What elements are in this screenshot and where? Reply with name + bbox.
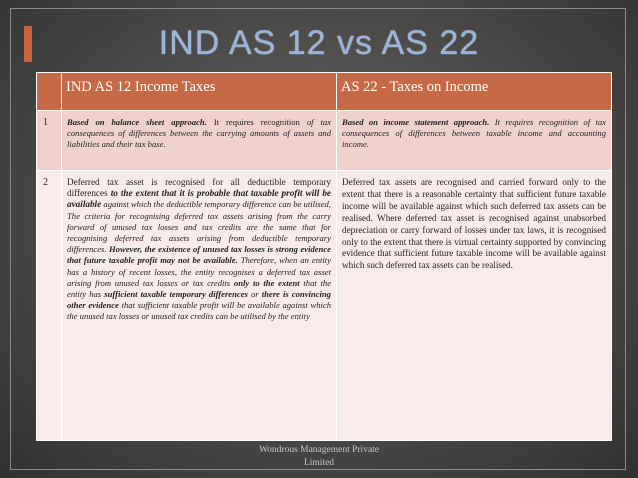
row-number: 1 [37,111,62,171]
as-22-cell: Deferred tax assets are recognised and carried forward only to the extent that there is a reasonable certainty that sufficient future taxable income will be available against which such deferred tax assets can be realised. Where deferred tax asset is recognised against unabsorbed depreciation or carry forward of losses under tax laws, it is recognised only to the extent that there is virtual certainty supported by convincing evidence that sufficient future taxable income will be available against which such deferred tax assets can be realised. [337,171,612,441]
header-number-cell [37,73,62,111]
table-header-row [37,73,612,111]
italic-text: that the entity has [67,277,332,300]
plain-text: It requires recognition [206,117,307,127]
italic-text: of tax consequences of differences between the carrying amounts of assets and liabilities and their tax base. [67,117,331,150]
italic-text: Therefore, when an entity has a history of recent losses, the entity recognises a deferred tax asset arising from unused tax losses or tax credits [67,255,331,288]
table-row [37,111,612,171]
italic-text: that sufficient taxable profit will be available against which the unused tax losses or unused tax credits can be utilised by the entity [67,300,332,322]
italic-text: or [247,289,262,300]
ind-as-12-cell [62,171,337,441]
bold-italic-text: there is convincing other evidence [67,289,331,311]
footer-line-1: Wondrous Management Private [258,445,380,455]
header-ind-as-12: IND AS 12 Income Taxes [62,73,337,111]
italic-text: It requires recognition of tax consequences of differences between taxable income and accounting income. [342,117,606,150]
bold-italic-text: to the extent that it is probable that taxable profit will be available [67,188,331,210]
row-number: 2 [37,171,62,441]
ind-as-12-cell [62,111,337,171]
bold-italic-text: only to the extent [233,277,300,288]
footer-line-2: Limited [303,458,335,468]
comparison-table [36,72,612,441]
bold-italic-text: However, the existence of unused tax losses is strong evidence that future taxable profit may not be available. [67,244,331,266]
italic-text: against which the deductible temporary difference can be utilised, The criteria for recognising deferred tax assets arising from the carry forward of unused tax losses and tax credits are the same that for recognising deferred tax assets arising from deductible temporary differences. [67,199,331,255]
plain-text: Deferred tax asset is recognised for all deductible temporary differences [67,177,331,199]
slide-footer [0,444,638,470]
bold-italic-text: sufficient taxable temporary differences [104,289,248,300]
bold-italic-text: Based on balance sheet approach. [67,117,207,127]
header-as-22: AS 22 - Taxes on Income [337,73,612,111]
table-row [37,171,612,441]
as-22-cell [337,111,612,171]
slide-title: IND AS 12 vs AS 22 [158,24,480,62]
bold-italic-text: Based on income statement approach. [342,117,490,127]
